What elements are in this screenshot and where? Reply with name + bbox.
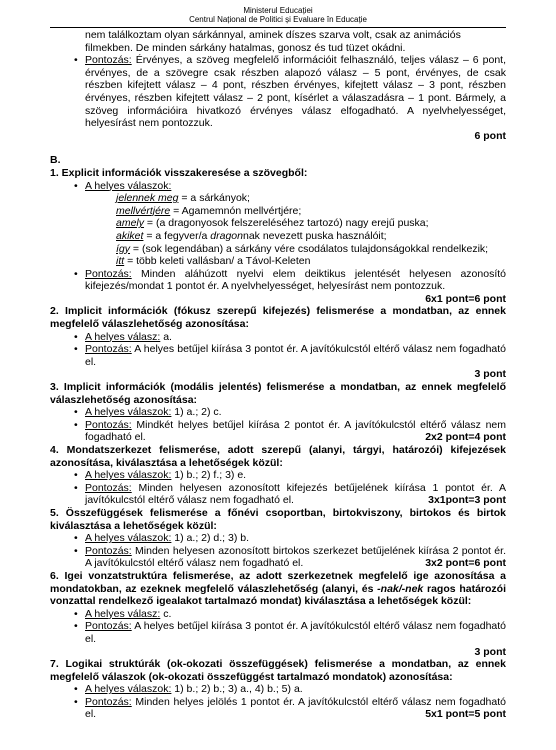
- scoring-text: Mindkét helyes betűjel kiírása 2 pontot ér. A javítókulcstól eltérő válasz nem fogadható el.: [85, 418, 506, 444]
- q3-title: 3. Implicit információk (modális jelentés) felismerése a mondatban, az ennek megfelelő válaszlehetőség azonosítása:: [50, 381, 506, 406]
- bullet-icon: •: [74, 418, 78, 431]
- scoring-label: Pontozás:: [85, 54, 132, 67]
- a-points: 6 pont: [474, 129, 506, 142]
- q5-title: 5. Összefüggések felismerése a főnévi csoportban, birtokviszony, birtokos és birtok kiválasztása a lehetőségek közül:: [50, 506, 506, 532]
- answer-label: A helyes válaszok:: [85, 469, 172, 482]
- scoring-label: Pontozás:: [85, 544, 132, 557]
- document-body: [50, 29, 506, 721]
- scoring-text: Minden helyes jelölés 1 pontot ér. A javítókulcstól eltérő válasz nem fogadható el.: [85, 695, 506, 721]
- bullet-icon: •: [74, 330, 78, 343]
- bullet-icon: •: [74, 179, 78, 192]
- q4-answer: [50, 469, 506, 482]
- q1-item: amely = (a dragonyosok felszereléséhez tartozó) nagy erejű puska;: [116, 217, 429, 230]
- page-header: [0, 0, 556, 24]
- q5-answer: [50, 532, 506, 545]
- q1-points: 6x1 pont=6 pont: [425, 292, 506, 305]
- answer-label: A helyes válaszok:: [85, 532, 172, 545]
- scoring-text: Érvényes, a szöveg megfelelő információit felhasználó, teljes válasz – 6 pont, érvényes, de a szövegre csak részben alapozó válasz – 5 pont, érvényes, de csak részben kifejtett válasz – 4 pont, részben érvényes, kifejtett válasz – 3 pont, részben érvényes, részben kifejtett válasz – 2 pont, kísérlet a válaszadásra – 1 pont. Bármely, a szöveg információira hivatkozó érvényes válasz elfogadható. A nyelvhelyességet, helyesírást nem pontozzuk.: [85, 54, 506, 130]
- bullet-icon: •: [74, 406, 78, 419]
- q2-points: 3 pont: [474, 368, 506, 381]
- q5-scoring: [50, 545, 506, 570]
- q6-title: 6. Igei vonzatstruktúra felismerése, az adott szerkezetnek megfelelő ige azonosítása a mondatokban, az ezeknek megfelelő válaszlehetőség (alanyi, és -nak/-nek ragos határozói vonzattal rendelkező igealakot tartalmazó mondat) kiválasztása a lehetőségek közül:: [50, 569, 506, 608]
- q4-points: 3x1pont=3 pont: [428, 494, 506, 507]
- q4-title: 4. Mondatszerkezet felismerése, adott szerepű (alanyi, tárgyi, határozói) kifejezések azonosítása, kiválasztása a lehetőségek közül:: [50, 444, 506, 469]
- scoring-label: Pontozás:: [85, 695, 132, 708]
- scoring-label: Pontozás:: [85, 267, 132, 280]
- q7-scoring: [50, 696, 506, 721]
- q7-answer: [50, 683, 506, 696]
- header-divider: [50, 27, 506, 28]
- a-continuation: [50, 29, 506, 54]
- header-center: Centrul Național de Politici și Evaluare în Educație: [189, 15, 367, 24]
- scoring-text: Minden aláhúzott nyelvi elem deiktikus jelentését helyesen azonosító kifejezés/mondat 1 pontot ér. A nyelvhelyességet, helyesírást nem pontozzuk.: [85, 267, 506, 293]
- q2-scoring: [50, 343, 506, 381]
- bullet-icon: •: [74, 54, 78, 67]
- scoring-label: Pontozás:: [85, 620, 132, 633]
- bullet-icon: •: [74, 267, 78, 280]
- bullet-icon: •: [74, 343, 78, 356]
- q2-answer: [50, 331, 506, 344]
- bullet-icon: •: [74, 683, 78, 696]
- answer-value: 1) a.; 2) c.: [171, 406, 222, 419]
- scoring-text: A helyes betűjel kiírása 3 pontot ér. A javítókulcstól eltérő válasz nem fogadható el.: [85, 343, 506, 368]
- answer-value: 1) b.; 2) b.; 3) a., 4) b.; 5) a.: [171, 683, 303, 696]
- bullet-icon: •: [74, 481, 78, 494]
- answers-label: A helyes válaszok:: [85, 179, 172, 192]
- bullet-icon: •: [74, 607, 78, 620]
- answer-label: A helyes válaszok:: [85, 683, 172, 696]
- a-cont-line2: filmekben. De minden sárkány hatalmas, gonosz és tud tüzet okádni.: [85, 41, 406, 54]
- answer-label: A helyes válasz:: [85, 607, 161, 620]
- q1-item: mellvértjére = Agamemnón mellvértjére;: [116, 204, 302, 217]
- answer-label: A helyes válasz:: [85, 330, 161, 343]
- scoring-label: Pontozás:: [85, 418, 132, 431]
- scoring-text: Minden helyesen azonosított kifejezés betűjelének kiírása 1 pontot ér. A javítókulcstól eltérő válasz nem fogadható el.: [85, 481, 506, 507]
- answer-value: c.: [160, 607, 172, 620]
- q1-answers: [50, 180, 506, 193]
- q7-title: 7. Logikai struktúrák (ok-okozati összefüggések) felismerése a mondatban, az ennek megfelelő válaszok (ok-okozati összefüggést tartalmazó mondatok) azonosítása:: [50, 658, 506, 683]
- answer-label: A helyes válaszok:: [85, 406, 172, 419]
- q6-scoring: [50, 620, 506, 658]
- q3-points: 2x2 pont=4 pont: [425, 431, 506, 444]
- q1-scoring: [50, 268, 506, 306]
- q1-item: itt = több keleti vallásban/ a Távol-Keleten: [116, 255, 311, 268]
- bullet-icon: •: [74, 469, 78, 482]
- q1-item: így = (sok legendában) a sárkány vére csodálatos tulajdonságokkal rendelkezik;: [116, 242, 489, 255]
- scoring-text: A helyes betűjel kiírása 3 pontot ér. A javítókulcstól eltérő válasz nem fogadható el.: [85, 620, 506, 645]
- a-cont-line1: nem találkoztam olyan sárkánnyal, aminek díszes szarva volt, csak az animációs: [85, 29, 461, 41]
- a-scoring: [50, 54, 506, 142]
- q1-answer-list: [50, 192, 506, 268]
- bullet-icon: •: [74, 532, 78, 545]
- scoring-label: Pontozás:: [85, 481, 132, 494]
- section-b-letter: B.: [50, 154, 61, 167]
- bullet-icon: •: [74, 544, 78, 557]
- q4-scoring: [50, 482, 506, 507]
- q5-points: 3x2 pont=6 pont: [425, 557, 506, 570]
- bullet-icon: •: [74, 695, 78, 708]
- scoring-label: Pontozás:: [85, 343, 132, 356]
- q1-item: jelennek meg = a sárkányok;: [116, 192, 250, 205]
- bullet-icon: •: [74, 620, 78, 633]
- q1-item: akiket = a fegyver/a dragonnak nevezett puska használóit;: [116, 229, 387, 242]
- scoring-text: Minden helyesen azonosított birtokos szerkezet betűjelének kiírása 2 pontot ér. A javítókulcstól eltérő válasz nem fogadható el.: [85, 544, 506, 570]
- q1-title: 1. Explicit információk visszakeresése a szövegből:: [50, 166, 308, 179]
- q3-answer: [50, 406, 506, 419]
- answer-value: a.: [160, 330, 172, 343]
- answer-value: 1) a.; 2) d.; 3) b.: [171, 532, 250, 545]
- q7-points: 5x1 pont=5 pont: [425, 708, 506, 721]
- q3-scoring: [50, 419, 506, 444]
- q6-points: 3 pont: [474, 645, 506, 658]
- q6-answer: [50, 608, 506, 621]
- answer-value: 1) b.; 2) f.; 3) e.: [171, 469, 247, 482]
- q2-title: 2. Implicit információk (fókusz szerepű kifejezés) felismerése a mondatban, az ennek megfelelő válaszlehetőség azonosítása:: [50, 305, 506, 331]
- header-ministry: Ministerul Educației: [243, 6, 313, 15]
